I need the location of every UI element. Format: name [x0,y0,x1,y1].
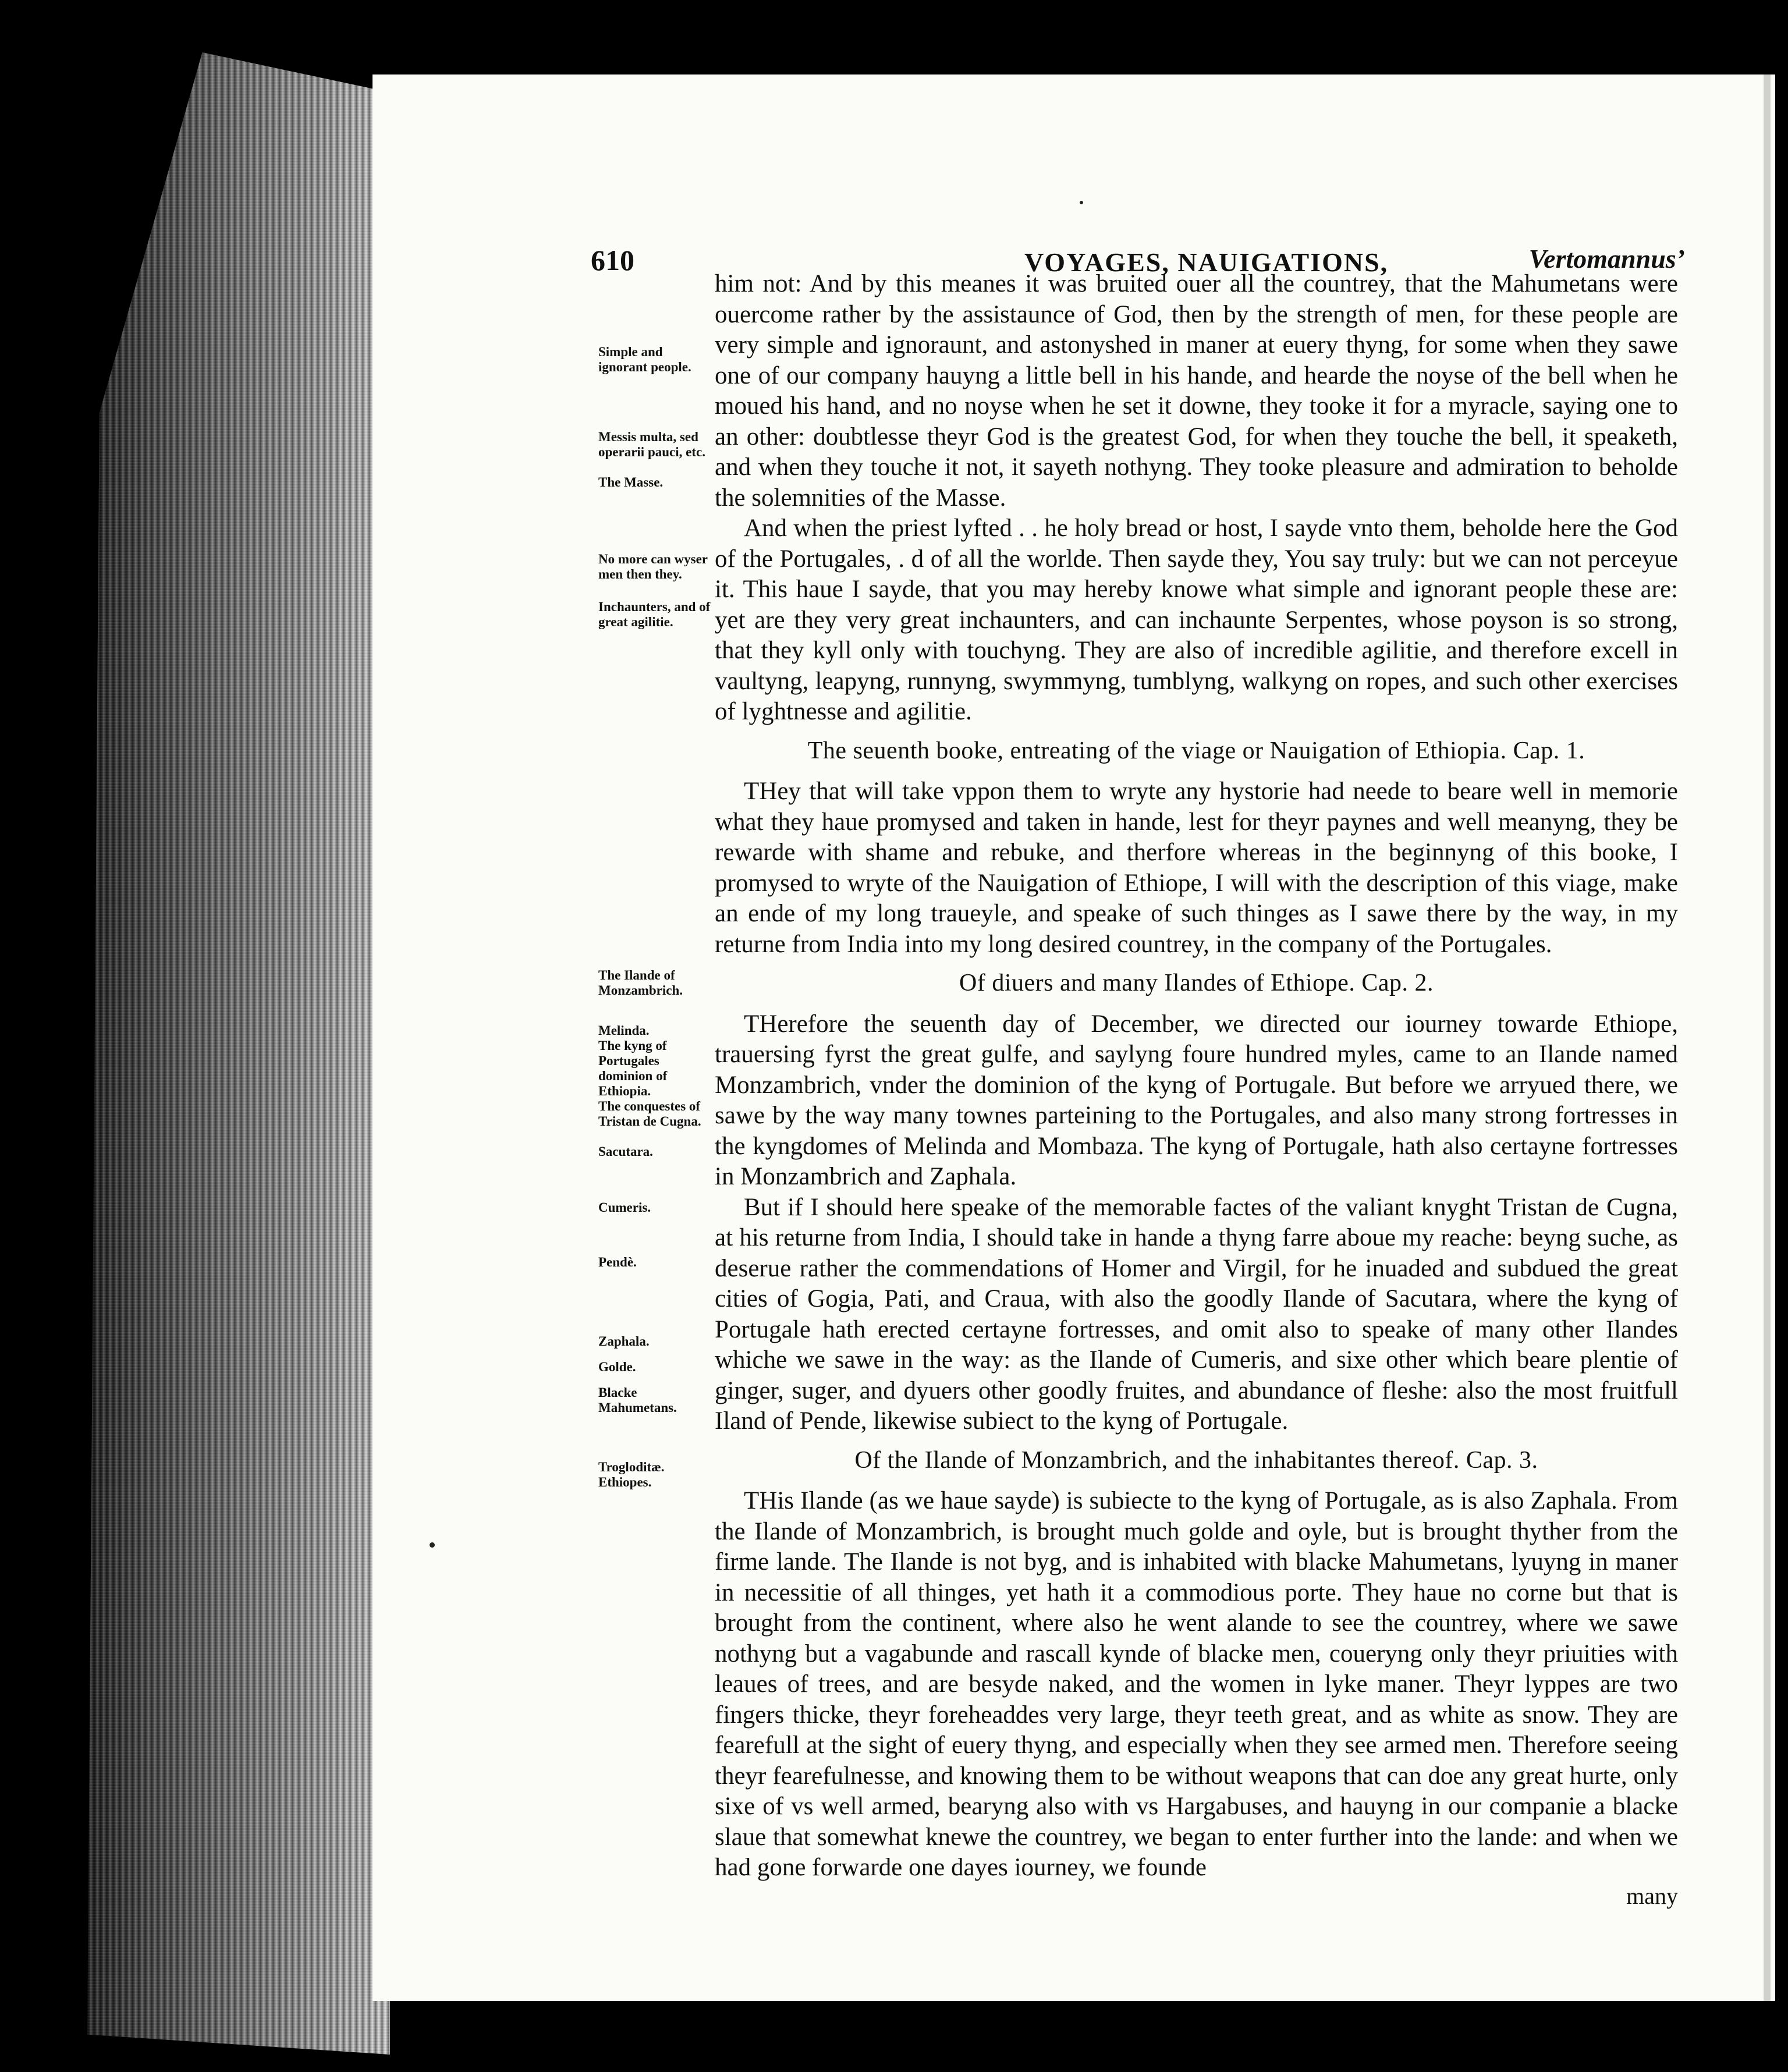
margin-note: Pendè. [598,1255,637,1269]
margin-note: Zaphala. [598,1334,650,1349]
margin-note: Cumeris. [598,1200,651,1215]
body-text [715,269,1678,1909]
paragraph: THis Ilande (as we haue sayde) is subiecte to the kyng of Portugale, as is also Zaphala. From the Ilande of Monzambrich, is brought much golde and oyle, but is brought thyther from the firme lande. The Ilande is not byg, and is inhabited with blacke Mahumetans, lyuyng in maner in necessitie of all thinges, yet hath it a commodious porte. They haue no corne but that is brought from the continent, where also he went alande to see the countrey, where we sawe nothyng but a vagabunde and rascall kynde of blacke men, coueryng only theyr priuities with leaues of trees, and are besyde naked, and the women in lyke maner. Theyr lyppes are two fingers thicke, theyr foreheaddes very large, theyr teeth great, and as white as snow. They are fearefull at the sight of euery thyng, and especially when they see armed men. Therefore seeing theyr fearefulnesse, and knowing them to be without weapons that can doe any great hurte, only sixe of vs well armed, bearyng also with vs Hargabuses, and hauyng in our companie a blacke slaue that somewhat knewe the countrey, we began to enter further into the lande: and when we had gone forwarde one dayes iourney, we founde [715,1487,1678,1881]
margin-note: No more can wyser men then they. [598,552,708,581]
catchword: many [1626,1882,1678,1909]
book-fore-edge [87,52,390,2055]
margin-note: The kyng of Portugales dominion of Ethiopia. [598,1038,668,1098]
margin-note: Messis multa, sed operarii pauci, etc. [598,430,705,459]
chapter-heading: Of the Ilande of Monzambrich, and the inhabitantes thereof. Cap. 3. [854,1446,1538,1474]
paragraph: him not: And by this meanes it was bruited ouer all the countrey, that the Mahumetans were ouercome rather by the assistaunce of God, then by the strength of men, for these people are very simple and ignoraunt, and astonyshed in maner at euery thyng, for some when they sawe one of our company hauyng a little bell in his hande, and hearde the noyse of the bell when he moued his hand, and no noyse when he set it downe, they tooke it for a myracle, saying one to an other: doubtlesse theyr God is the greatest God, for when they touche the bell, it speaketh, and when they touche it not, it sayeth nothyng. They tooke pleasure and admiration to beholde the solemnities of the Masse. [715,270,1678,512]
margin-note: The conquestes of Tristan de Cugna. [598,1099,701,1129]
chapter-heading: Of diuers and many Ilandes of Ethiope. Cap. 2. [959,970,1434,996]
paragraph: And when the priest lyfted . . he holy bread or host, I sayde vnto them, beholde here the God of the Portugales, . d of all the worlde. Then sayde they, You say truly: but we can not perceyue it. This haue I sayde, that you may hereby knowe what simple and ignorant people these are: yet are they very great inchaunters, and can inchaunte Serpentes, whose poyson is so strong, that they kyll only with touchyng. They are also of incredible agilitie, and therefore excell in vaultyng, leapyng, runnyng, swymmyng, tumblyng, walkyng on ropes, and such other exercises of lyghtnesse and agilitie. [715,515,1678,725]
margin-note: Trogloditæ. Ethiopes. [598,1460,665,1489]
margin-note: Melinda. [598,1023,650,1038]
margin-note: The Ilande of Monzambrich. [598,968,683,998]
chapter-heading: The seuenth booke, entreating of the viage or Nauigation of Ethiopia. Cap. 1. [807,737,1585,764]
margin-note: Sacutara. [598,1144,653,1159]
margin-note: The Masse. [598,475,664,489]
running-title: VOYAGES, NAUIGATIONS, [1024,247,1389,277]
margin-note: Simple and ignorant people. [598,345,691,374]
page-number: 610 [591,244,634,276]
ink-speck [430,1542,435,1548]
paragraph: But if I should here speake of the memorable factes of the valiant knyght Tristan de Cugna, at his returne from India, I should take in hande a thyng farre aboue my reache: beyng suche, as deserue rather the commendations of Homer and Virgil, for he inuaded and subdued the great cities of Gogia, Pati, and Craua, with also the goodly Ilande of Sacutara, where the kyng of Portugale hath erected certayne fortresses, and omit also to speake of many other Ilandes whiche we sawe in the way: as the Ilande of Cumeris, and sixe other which beare plentie of ginger, suger, and dyuers other goodly fruites, and abundance of fleshe: also the most fruitfull Iland of Pende, likewise subiect to the kyng of Portugale. [715,1193,1678,1435]
paragraph: THerefore the seuenth day of December, we directed our iourney towarde Ethiope, trauersing fyrst the great gulfe, and saylyng foure hundred myles, came to an Ilande named Monzambrich, vnder the dominion of the kyng of Portugale. But before we arryued there, we sawe by the way many townes parteining to the Portugales, and also many strong fortresses in the kyngdomes of Melinda and Mombaza. The kyng of Portugale, hath also certayne fortresses in Monzambrich and Zaphala. [715,1010,1678,1190]
margin-note: Blacke Mahumetans. [598,1385,677,1415]
page-edge-shadow [1764,74,1771,2001]
paragraph: THey that will take vppon them to wryte any hystorie had neede to beare well in memorie what they haue promysed and taken in hande, lest for theyr paynes and well meanyng, they be rewarde with shame and rebuke, and therfore whereas in the beginnyng of this booke, I promysed to wryte of the Nauigation of Ethiope, I will with the description of this viage, make an ende of my long traueyle, and speake of such thinges as I sawe there by the way, in my returne from India into my long desired countrey, in the company of the Portugales. [715,778,1678,958]
ink-speck [1080,201,1083,204]
margin-note: Golde. [598,1360,636,1374]
margin-note: Inchaunters, and of great agilitie. [598,599,711,629]
running-author: Vertomannus’ [1528,244,1685,274]
